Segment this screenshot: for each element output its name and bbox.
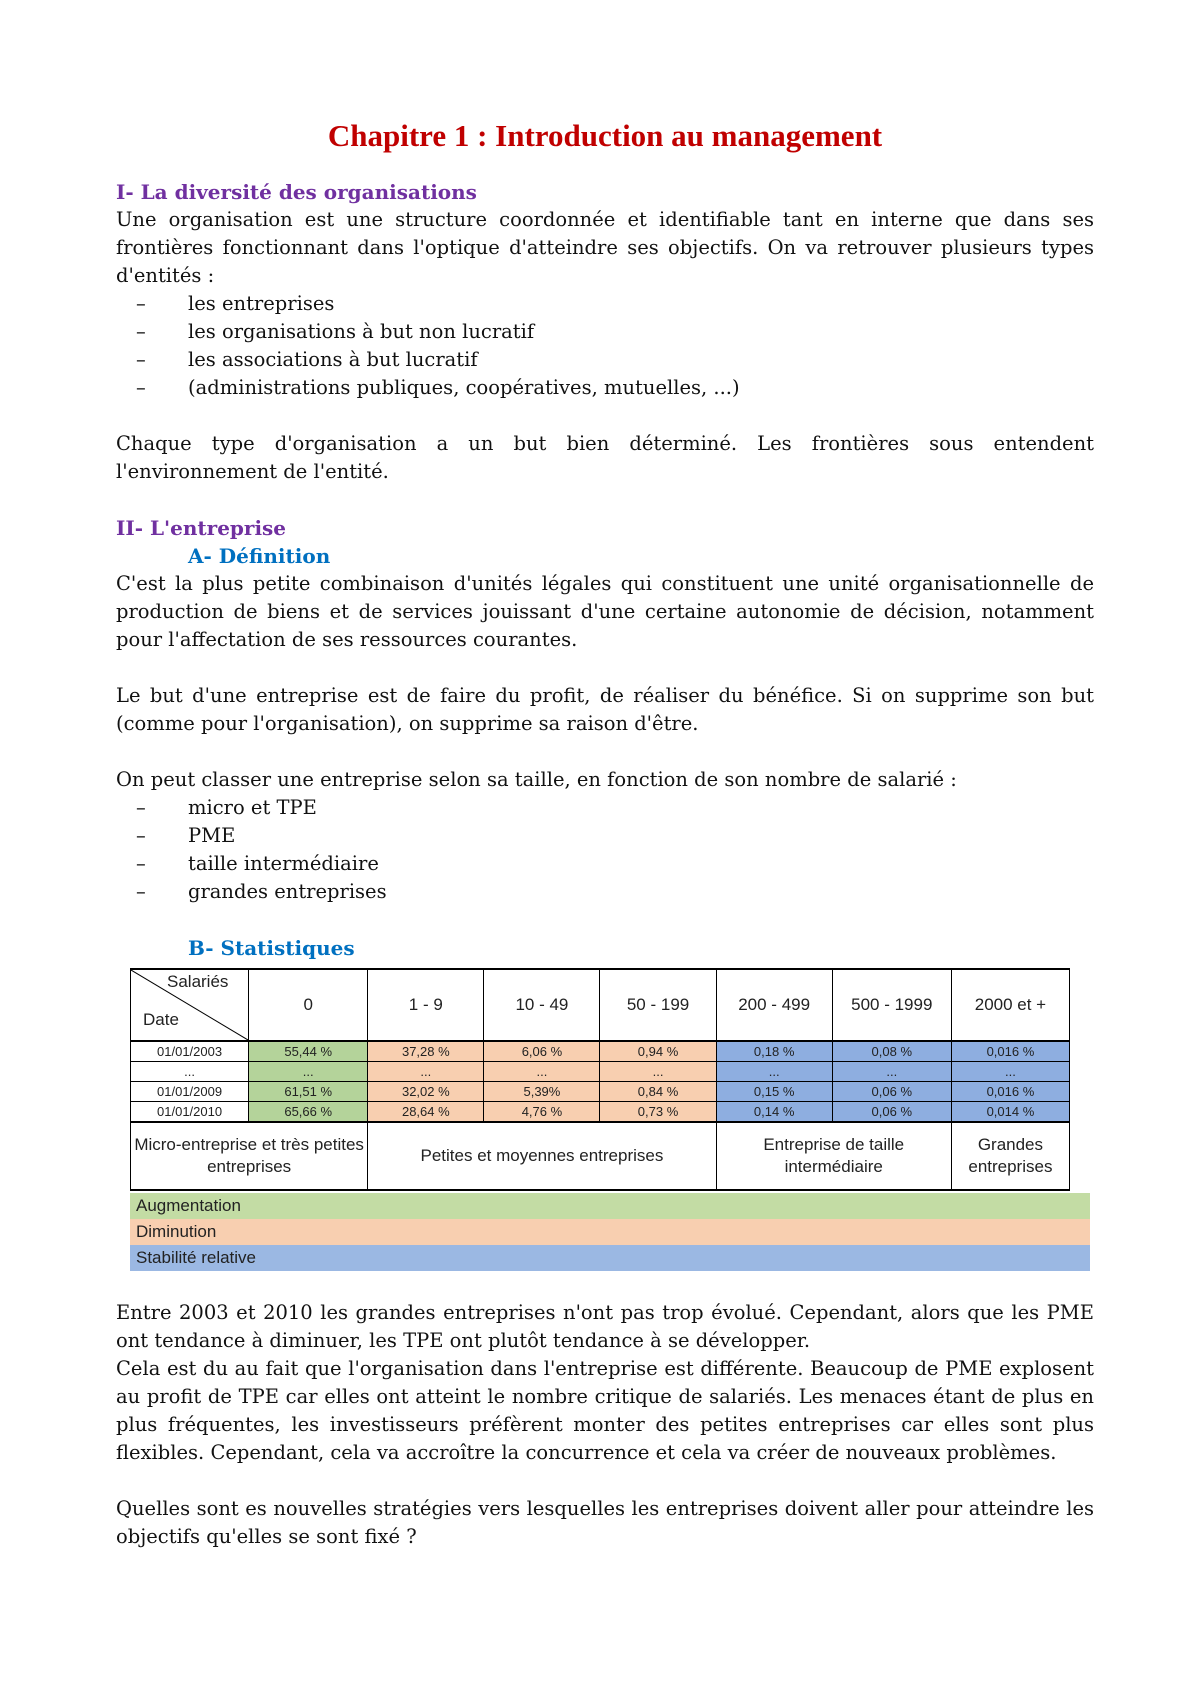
table-cell: 6,06 % [484,1041,600,1062]
category-grandes: Grandes entreprises [951,1122,1069,1190]
list-item: – les organisations à but non lucratif [136,318,1094,346]
table-cell: 0,15 % [716,1082,832,1102]
closing-question: Quelles sont es nouvelles stratégies vers lesquelles les entreprises doivent aller pour atteindre les objectifs qu'elles se sont fixé ? [116,1497,1094,1548]
table-cell: 55,44 % [249,1041,368,1062]
legend-diminution: Diminution [130,1219,1090,1245]
table-cell: ... [249,1062,368,1082]
section1-intro: Une organisation est une structure coordonnée et identifiable tant en interne que dans ses frontières fonctionnant dans l'optique d'atteindre ses objectifs. On va retrouver plusieurs types d'entités : [116,208,1094,287]
table-cell: 0,016 % [951,1041,1069,1062]
corner-label-date: Date [143,1010,179,1029]
subsection-a-heading: A- Définition [188,544,331,568]
page-title: Chapitre 1 : Introduction au management [327,118,883,153]
dash-bullet: – [136,852,146,875]
row-date: 01/01/2010 [131,1102,249,1123]
corner-header-cell [131,969,249,1041]
table-cell: 65,66 % [249,1102,368,1123]
list-item: – PME [136,822,1094,850]
table-cell: 0,18 % [716,1041,832,1062]
table-cell: 0,94 % [600,1041,716,1062]
table-cell: 0,84 % [600,1082,716,1102]
table-cell: 0,08 % [832,1041,951,1062]
category-micro: Micro-entreprise et très petites entreprises [131,1122,368,1190]
column-header: 10 - 49 [484,969,600,1041]
list-item: – les associations à but lucratif [136,346,1094,374]
list-item: – les entreprises [136,290,1094,318]
statistics-table [130,968,1070,1191]
table-row [131,1102,1070,1123]
dash-bullet: – [136,292,146,315]
row-date: ... [131,1062,249,1082]
section2-heading: II- L'entreprise [116,516,287,540]
list-item: – micro et TPE [136,794,1094,822]
table-cell: 0,73 % [600,1102,716,1123]
column-header: 500 - 1999 [832,969,951,1041]
table-cell: ... [368,1062,484,1082]
category-row [131,1122,1070,1190]
dash-bullet: – [136,880,146,903]
dash-bullet: – [136,796,146,819]
analysis-paragraph-2: Cela est du au fait que l'organisation dans l'entreprise est différente. Beaucoup de PME explosent au profit de TPE car elles ont atteint le nombre critique de salariés. Les menaces étant de plus en plus fréquentes, les investisseurs préfèrent monter des petites entreprises car elles sont plus flexibles. Cependant, cela va accroître la concurrence et cela va créer de nouveaux problèmes. [116,1357,1094,1464]
row-date: 01/01/2009 [131,1082,249,1102]
table-cell: 0,06 % [832,1102,951,1123]
table-cell: ... [951,1062,1069,1082]
category-pme: Petites et moyennes entreprises [368,1122,716,1190]
section1-paragraph: Chaque type d'organisation a un but bien déterminé. Les frontières sous entendent l'environnement de l'entité. [116,432,1094,483]
list-item: – grandes entreprises [136,878,1094,906]
column-header: 1 - 9 [368,969,484,1041]
table-cell: 28,64 % [368,1102,484,1123]
category-eti: Entreprise de taille intermédiaire [716,1122,951,1190]
table-cell: ... [716,1062,832,1082]
table-cell: 32,02 % [368,1082,484,1102]
organisation-types-list [116,290,1094,402]
corner-label-salaries: Salariés [167,972,229,991]
table-row [131,1082,1070,1102]
dash-bullet: – [136,348,146,371]
size-categories-list [116,794,1094,906]
subsection-b-heading: B- Statistiques [188,936,355,960]
section1-heading: I- La diversité des organisations [116,180,477,204]
table-cell: 5,39% [484,1082,600,1102]
dash-bullet: – [136,320,146,343]
table-row [131,1062,1070,1082]
legend-stabilite: Stabilité relative [130,1245,1090,1271]
color-legend [130,1193,1090,1271]
column-header: 2000 et + [951,969,1069,1041]
table-cell: 0,014 % [951,1102,1069,1123]
table-cell: 0,016 % [951,1082,1069,1102]
table-cell: 4,76 % [484,1102,600,1123]
table-cell: ... [600,1062,716,1082]
table-cell: 37,28 % [368,1041,484,1062]
definition-paragraph: C'est la plus petite combinaison d'unités légales qui constituent une unité organisationnelle de production de biens et de services jouissant d'une certaine autonomie de décision, notamment pour l'affectation de ses ressources courantes. [116,572,1094,651]
legend-augmentation: Augmentation [130,1193,1090,1219]
table-row [131,1041,1070,1062]
row-date: 01/01/2003 [131,1041,249,1062]
column-header: 0 [249,969,368,1041]
statistics-figure [130,968,1096,1271]
analysis-paragraph-1: Entre 2003 et 2010 les grandes entreprises n'ont pas trop évolué. Cependant, alors que les PME ont tendance à diminuer, les TPE ont plutôt tendance à se développer. [116,1301,1094,1352]
table-cell: 61,51 % [249,1082,368,1102]
dash-bullet: – [136,824,146,847]
table-cell: 0,14 % [716,1102,832,1123]
dash-bullet: – [136,376,146,399]
table-header-row [131,969,1070,1041]
list-item: – taille intermédiaire [136,850,1094,878]
column-header: 200 - 499 [716,969,832,1041]
classification-paragraph: On peut classer une entreprise selon sa taille, en fonction de son nombre de salarié : [116,768,957,791]
profit-paragraph: Le but d'une entreprise est de faire du profit, de réaliser du bénéfice. Si on supprime son but (comme pour l'organisation), on supprime sa raison d'être. [116,684,1094,735]
table-cell: ... [832,1062,951,1082]
list-item: – (administrations publiques, coopératives, mutuelles, ...) [136,374,1094,402]
table-cell: 0,06 % [832,1082,951,1102]
document-page [116,110,1094,1551]
column-header: 50 - 199 [600,969,716,1041]
table-cell: ... [484,1062,600,1082]
